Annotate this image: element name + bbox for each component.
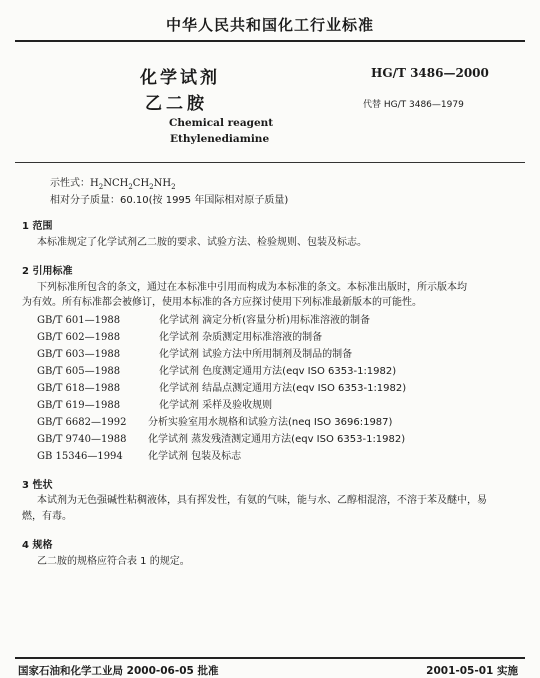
replaces-standard: 代替 HG/T 3486—1979 [363, 100, 464, 110]
reference-item [37, 416, 392, 430]
structural-formula [50, 174, 176, 191]
reference-title: 化学试剂 杂质测定用标准溶液的制备 [159, 332, 323, 343]
formula-subscript: 2 [98, 183, 104, 191]
reference-title: 化学试剂 色度测定通用方法(eqv ISO 6353-1:1982) [159, 366, 397, 377]
section-1-heading: 1 范围 [22, 221, 53, 232]
section-2-heading: 2 引用标准 [22, 266, 73, 277]
section-1-text: 本标准规定了化学试剂乙二胺的要求、试验方法、检验规则、包装及标志。 [37, 237, 367, 248]
reference-item [37, 365, 396, 379]
reference-title: 化学试剂 蒸发残渣测定通用方法(eqv ISO 6353-1:1982) [148, 434, 406, 445]
reference-item [37, 331, 322, 345]
reference-title: 化学试剂 结晶点测定通用方法(eqv ISO 6353-1:1982) [159, 383, 407, 394]
section-2-text-line1: 下列标准所包含的条文，通过在本标准中引用而构成为本标准的条文。本标准出版时，所示版本均 [37, 282, 467, 293]
standard-code: HG/T 3486—2000 [371, 66, 489, 80]
reference-item [37, 433, 405, 447]
reference-code: GB/T 619—1988 [37, 400, 121, 411]
reference-code: GB/T 6682—1992 [37, 417, 127, 428]
formula-subscript: 2 [171, 183, 176, 191]
section-3-heading: 3 性状 [22, 480, 53, 491]
section-3-text-line2: 燃，有毒。 [22, 511, 72, 522]
reference-code: GB/T 618—1988 [37, 383, 121, 394]
english-title-line1: Chemical reagent [169, 117, 274, 129]
formula-prefix: 示性式： [50, 178, 90, 189]
standard-title-line1: 化学试剂 [140, 68, 220, 88]
footer-rule [15, 657, 525, 659]
reference-title: 化学试剂 滴定分析(容量分析)用标准溶液的制备 [159, 315, 370, 326]
reference-title: 化学试剂 包装及标志 [148, 451, 242, 462]
molar-mass: 相对分子质量：60.10(按 1995 年国际相对原子质量) [50, 195, 289, 206]
formula-part: H [90, 178, 99, 189]
section-2-text-line2: 为有效。所有标准都会被修订，使用本标准的各方应探讨使用下列标准最新版本的可能性。 [22, 297, 422, 308]
reference-item [37, 382, 406, 396]
reference-code: GB/T 9740—1988 [37, 434, 127, 445]
formula-subscript: 2 [128, 183, 133, 191]
reference-code: GB/T 605—1988 [37, 366, 121, 377]
title-divider [15, 162, 525, 163]
reference-code: GB/T 601—1988 [37, 315, 121, 326]
reference-item [37, 450, 241, 464]
reference-item [37, 348, 352, 362]
section-4-text: 乙二胺的规格应符合表 1 的规定。 [37, 556, 190, 567]
standard-title-line2: 乙二胺 [145, 94, 208, 114]
effective-date: 2001-05-01 实施 [426, 665, 518, 677]
formula-part: NCH [103, 178, 129, 189]
reference-code: GB 15346—1994 [37, 451, 123, 462]
section-4-heading: 4 规格 [22, 540, 53, 551]
section-3-text-line1: 本试剂为无色强碱性粘稠液体，具有挥发性，有氨的气味，能与水、乙醇相混溶，不溶于苯及醚中，易 [37, 495, 487, 506]
formula-subscript: 2 [149, 183, 154, 191]
reference-item [37, 314, 370, 328]
english-title-line2: Ethylenediamine [170, 133, 270, 145]
formula-part: CH [132, 178, 150, 189]
reference-title: 分析实验室用水规格和试验方法(neq ISO 3696:1987) [148, 417, 393, 428]
reference-title: 化学试剂 采样及验收规则 [159, 400, 273, 411]
reference-item [37, 399, 272, 413]
header-rule [15, 40, 525, 42]
reference-code: GB/T 602—1988 [37, 332, 121, 343]
reference-title: 化学试剂 试验方法中所用制剂及制品的制备 [159, 349, 353, 360]
approval-note: 国家石油和化学工业局 2000-06-05 批准 [18, 665, 219, 677]
issuing-body-title: 中华人民共和国化工行业标准 [165, 16, 374, 34]
formula-part: NH [153, 178, 172, 189]
reference-code: GB/T 603—1988 [37, 349, 121, 360]
